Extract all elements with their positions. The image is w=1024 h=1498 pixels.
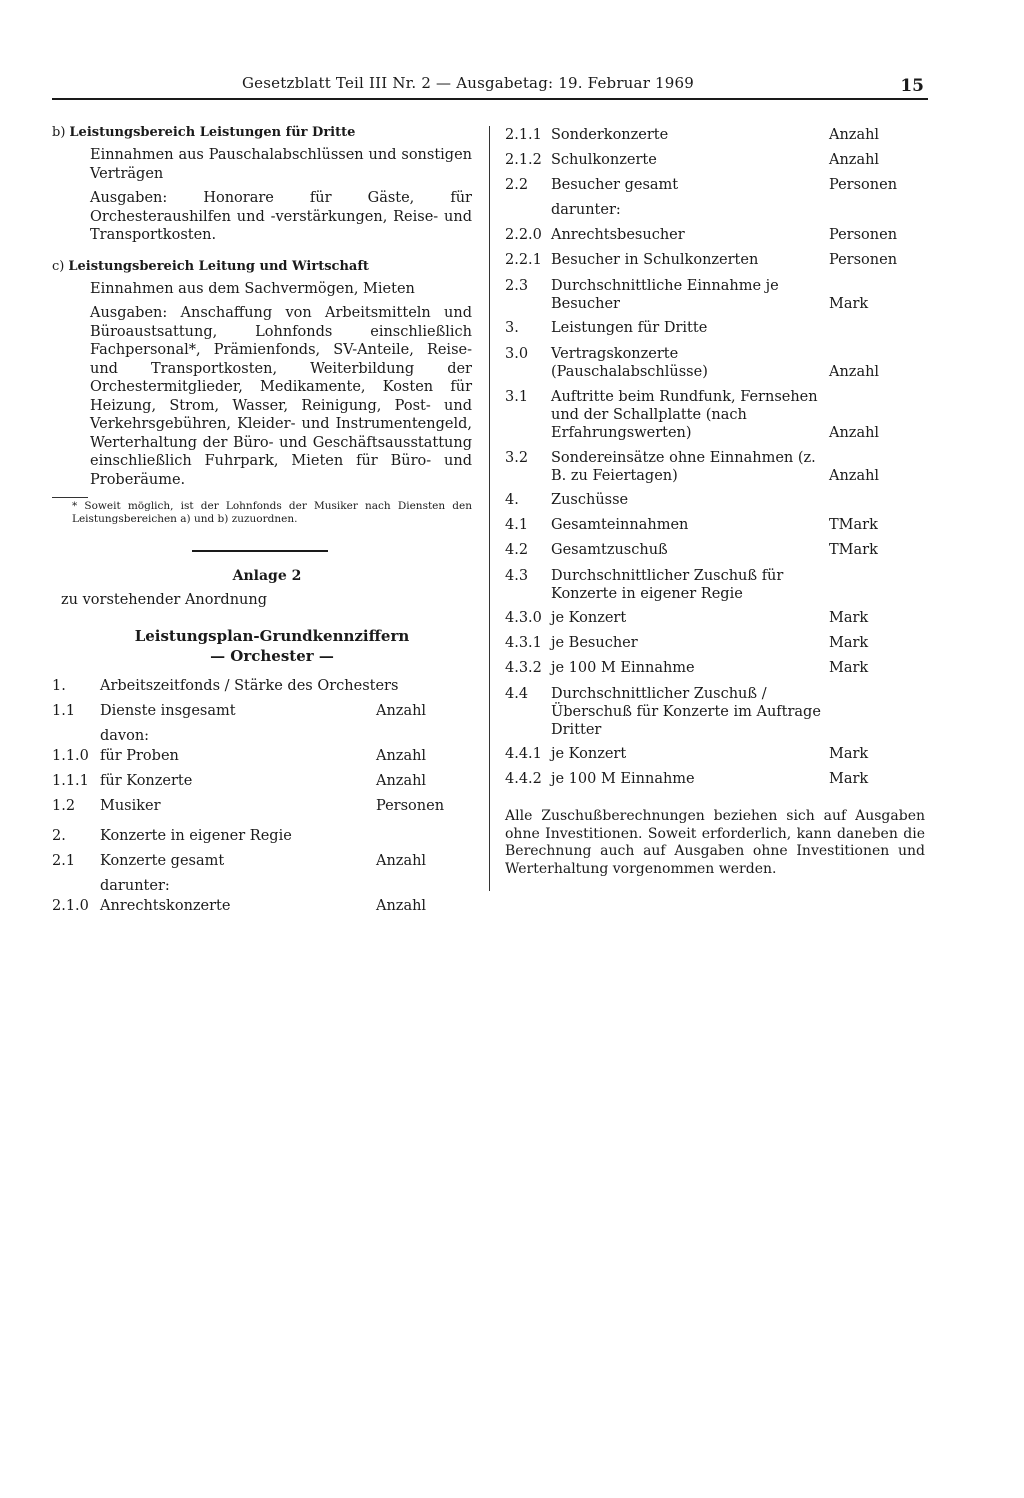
list-item	[505, 277, 925, 313]
item-unit: Personen	[376, 798, 445, 814]
item-text: Gesamtzuschuß	[551, 542, 668, 558]
list-item	[505, 517, 925, 542]
item-number: 3.	[505, 320, 519, 336]
item-text: Vertragskonzerte (Pauschalabschlüsse)	[551, 346, 708, 380]
item-number: 1.1.0	[52, 748, 89, 764]
right-column	[505, 127, 925, 878]
item-unit: Mark	[829, 771, 869, 787]
list-item	[505, 660, 925, 685]
item-unit: Anzahl	[376, 773, 427, 789]
item-text: Dienste insgesamt	[100, 703, 236, 719]
item-text: Durchschnittlicher Zuschuß / Überschuß für Konzerte im Auftrage Dritter	[551, 686, 821, 738]
section-c-heading	[52, 259, 472, 274]
item-unit: Anzahl	[376, 748, 427, 764]
item-text: davon:	[100, 728, 150, 744]
item-unit: Anzahl	[376, 898, 427, 914]
item-unit: Anzahl	[829, 468, 880, 484]
closing-paragraph: Alle Zuschußberechnungen beziehen sich auf Ausgaben ohne Investitionen. Soweit erforderlich, kann daneben die Berechnung auch auf Ausgaben ohne Investitionen und Werterhaltung vorgenommen werden.	[505, 808, 925, 877]
item-text: Leistungen für Dritte	[551, 320, 708, 336]
list-item	[505, 202, 925, 227]
item-number: 2.3	[505, 278, 529, 294]
list-item	[505, 227, 925, 252]
item-text: Auftritte beim Rundfunk, Fernsehen und der Schallplatte (nach Erfahrungswerten)	[551, 389, 818, 441]
list-item	[505, 127, 925, 152]
item-number: 3.0	[505, 346, 529, 362]
item-unit: Anzahl	[829, 127, 880, 143]
list-item	[505, 567, 925, 603]
item-text: Besucher in Schulkonzerten	[551, 252, 759, 268]
item-unit: Personen	[829, 177, 898, 193]
item-number: 2.1.1	[505, 127, 542, 143]
item-unit: Anzahl	[829, 152, 880, 168]
section-b-letter: b)	[52, 125, 66, 140]
item-number: 1.	[52, 678, 66, 694]
item-text: darunter:	[100, 878, 170, 894]
list-item	[52, 828, 472, 853]
item-text: Musiker	[100, 798, 161, 814]
list-item	[505, 320, 925, 345]
list-item	[52, 703, 472, 728]
item-text: Sonderkonzerte	[551, 127, 669, 143]
item-number: 4.1	[505, 517, 529, 533]
section-c-title: Leistungsbereich Leitung und Wirtschaft	[68, 258, 369, 274]
anlage-title: Anlage 2	[232, 568, 302, 584]
item-text: je 100 M Einnahme	[551, 660, 695, 676]
list-item	[52, 853, 472, 878]
item-text: Schulkonzerte	[551, 152, 657, 168]
item-unit: Mark	[829, 660, 869, 676]
item-number: 4.	[505, 492, 519, 508]
plan-title-sub: — Orchester —	[210, 647, 334, 665]
section-b-einnahmen: Einnahmen aus Pauschalabschlüssen und sonstigen Verträgen	[90, 147, 472, 182]
list-item	[505, 152, 925, 177]
list-item	[505, 746, 925, 771]
item-text: Sondereinsätze ohne Einnahmen (z. B. zu Feiertagen)	[551, 450, 816, 484]
section-b-ausgaben: Ausgaben: Honorare für Gäste, für Orchesteraushilfen und -verstärkungen, Reise- und Transportkosten.	[90, 190, 472, 243]
item-number: 2.1.0	[52, 898, 89, 914]
item-number: 1.1	[52, 703, 76, 719]
item-unit: Personen	[829, 252, 898, 268]
section-c-letter: c)	[52, 258, 65, 274]
list-item	[52, 728, 472, 748]
item-text: je Konzert	[551, 610, 627, 626]
item-text: Konzerte in eigener Regie	[100, 828, 292, 844]
section-c-einnahmen: Einnahmen aus dem Sachvermögen, Mieten	[90, 280, 415, 297]
list-item	[505, 771, 925, 796]
item-unit: Mark	[829, 296, 869, 312]
item-unit: Mark	[829, 635, 869, 651]
page-header	[52, 70, 928, 100]
item-unit: Anzahl	[376, 703, 427, 719]
item-text: Gesamteinnahmen	[551, 517, 689, 533]
header-title: Gesetzblatt Teil III Nr. 2 — Ausgabetag: 19. Februar 1969	[242, 74, 695, 92]
item-number: 3.2	[505, 450, 529, 466]
item-unit: Anzahl	[829, 364, 880, 380]
item-number: 4.4	[505, 686, 529, 702]
item-text: Anrechtskonzerte	[100, 898, 231, 914]
item-text: Arbeitszeitfonds / Stärke des Orchesters	[100, 678, 399, 694]
item-text: für Proben	[100, 748, 179, 764]
item-number: 1.2	[52, 798, 76, 814]
item-text: Zuschüsse	[551, 492, 629, 508]
list-item	[505, 542, 925, 567]
section-divider	[192, 550, 328, 552]
list-item	[505, 388, 925, 442]
item-text: Durchschnittliche Einnahme je Besucher	[551, 278, 779, 312]
plan-title-main: Leistungsplan-Grundkennziffern	[134, 627, 410, 645]
list-item	[52, 798, 472, 828]
list-item	[505, 449, 925, 485]
item-number: 4.4.2	[505, 771, 542, 787]
item-number: 2.	[52, 828, 66, 844]
item-unit: Personen	[829, 227, 898, 243]
item-number: 2.2	[505, 177, 529, 193]
list-item	[52, 748, 472, 773]
item-unit: TMark	[829, 542, 878, 558]
list-item	[505, 177, 925, 202]
item-unit: Mark	[829, 610, 869, 626]
item-text: je Besucher	[551, 635, 638, 651]
plan-title	[72, 626, 472, 666]
list-item	[505, 252, 925, 277]
list-item	[52, 878, 472, 898]
item-number: 2.1.2	[505, 152, 542, 168]
item-unit: Mark	[829, 746, 869, 762]
list-item	[505, 610, 925, 635]
page-number: 15	[900, 76, 924, 96]
section-b-heading	[52, 125, 472, 140]
footnote-rule	[52, 497, 88, 498]
item-number: 2.1	[52, 853, 76, 869]
item-number: 4.3	[505, 568, 529, 584]
list-item	[52, 773, 472, 798]
item-unit: TMark	[829, 517, 878, 533]
item-number: 4.3.2	[505, 660, 542, 676]
section-c-ausgaben: Ausgaben: Anschaffung von Arbeitsmitteln und Büroaustsattung, Lohnfonds einschließlich Fachpersonal*, Prämienfonds, SV-Anteile, Reise- und Transportkosten, Weiterbildung der Orchestermitglieder, Medikamente, Kosten für Heizung, Strom, Wasser, Reinigung, Post- und Verkehrsgebühren, Kleider- und Instrumentengeld, Werterhaltung der Büro- und Geschäftsausstattung einschließlich Fuhrpark, Mieten für Büro- und Proberäume.	[90, 305, 472, 488]
list-item	[505, 492, 925, 517]
item-text: darunter:	[551, 202, 621, 218]
section-b-title: Leistungsbereich Leistungen für Dritte	[69, 125, 356, 140]
section-b	[52, 125, 472, 245]
item-number: 3.1	[505, 389, 529, 405]
anlage-subtitle: zu vorstehender Anordnung	[61, 592, 268, 608]
item-number: 1.1.1	[52, 773, 89, 789]
left-column	[52, 125, 472, 923]
list-item	[52, 678, 472, 703]
item-number: 4.4.1	[505, 746, 542, 762]
list-item	[505, 635, 925, 660]
section-c	[52, 259, 472, 490]
item-text: Besucher gesamt	[551, 177, 679, 193]
item-number: 4.3.1	[505, 635, 542, 651]
list-item	[505, 685, 925, 739]
item-number: 4.3.0	[505, 610, 542, 626]
list-item	[505, 345, 925, 381]
item-number: 2.2.1	[505, 252, 542, 268]
item-number: 2.2.0	[505, 227, 542, 243]
item-unit: Anzahl	[829, 425, 880, 441]
item-text: Anrechtsbesucher	[551, 227, 685, 243]
item-text: Durchschnittlicher Zuschuß für Konzerte in eigener Regie	[551, 568, 784, 602]
footnote: * Soweit möglich, ist der Lohnfonds der Musiker nach Diensten den Leistungsbereichen a) und b) zuzuordnen.	[72, 500, 472, 525]
left-indicator-list	[52, 678, 472, 923]
item-number: 4.2	[505, 542, 529, 558]
item-text: für Konzerte	[100, 773, 193, 789]
column-divider	[489, 126, 490, 891]
item-unit: Anzahl	[376, 853, 427, 869]
list-item	[52, 898, 472, 923]
item-text: Konzerte gesamt	[100, 853, 225, 869]
item-text: je Konzert	[551, 746, 627, 762]
item-text: je 100 M Einnahme	[551, 771, 695, 787]
